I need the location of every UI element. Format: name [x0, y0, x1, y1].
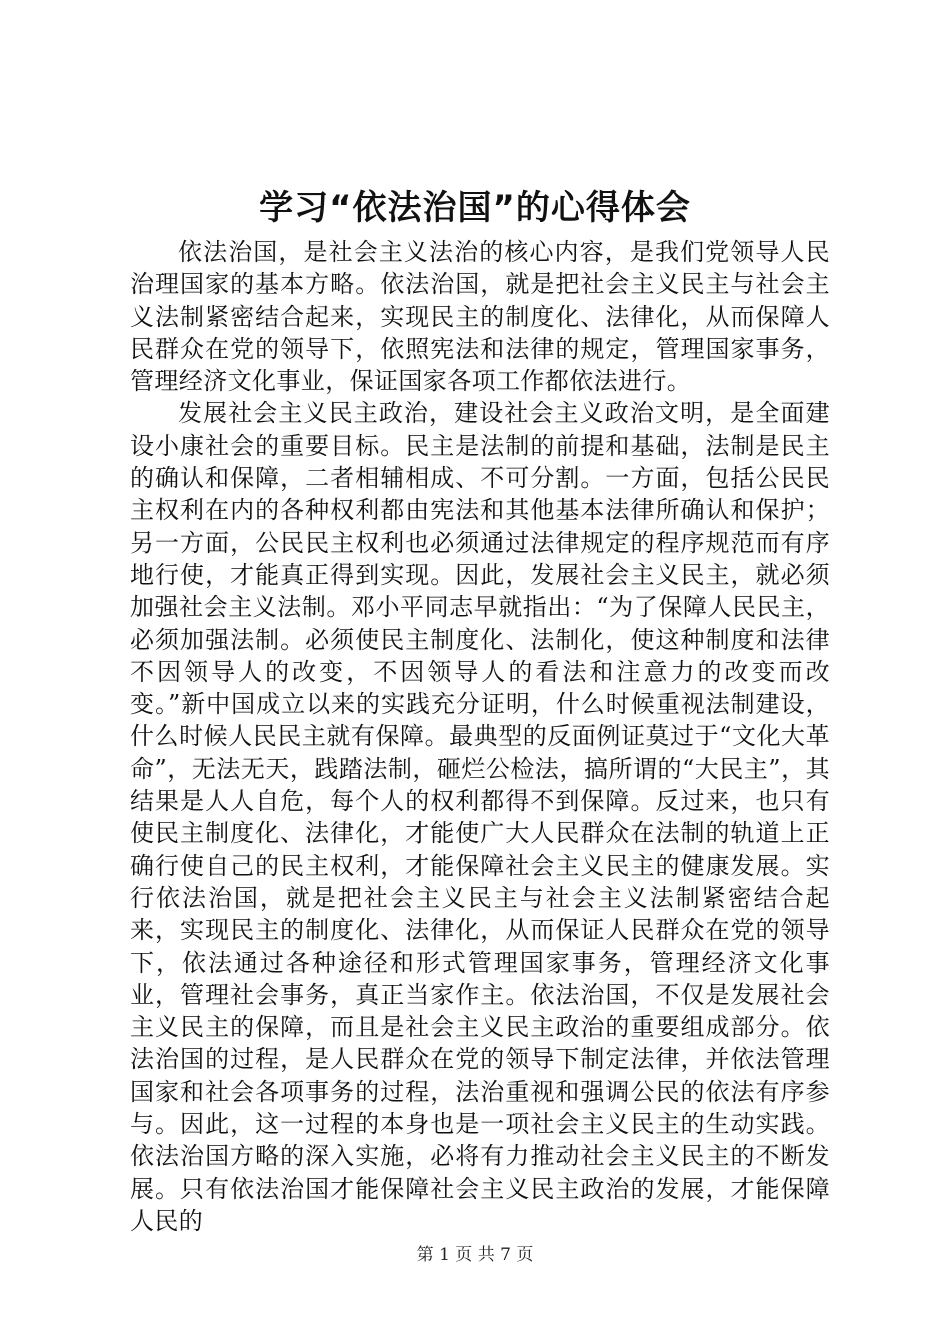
paragraph: 依法治国，是社会主义法治的核心内容，是我们党领导人民治理国家的基本方略。依法治国，就是把社会主义民主与社会主义法制紧密结合起来，实现民主的制度化、法律化，从而保障人民群众在党的领导下，依照宪法和法律的规定，管理国家事务，管理经济文化事业，保证国家各项工作都依法进行。 — [130, 238, 830, 396]
document-title: 学习“依法治国”的心得体会 — [259, 188, 691, 228]
paragraph: 发展社会主义民主政治，建设社会主义政治文明，是全面建设小康社会的重要目标。民主是法制的前提和基础，法制是民主的确认和保障，二者相辅相成、不可分割。一方面，包括公民民主权利在内的各种权利都由宪法和其他基本法律所确认和保护；另一方面，公民民主权利也必须通过法律规定的程序规范而有序地行使，才能真正得到实现。因此，发展社会主义民主，就必须加强社会主义法制。邓小平同志早就指出：“为了保障人民民主，必须加强法制。必须使民主制度化、法制化，使这种制度和法律不因领导人的改变，不因领导人的看法和注意力的改变而改变。”新中国成立以来的实践充分证明，什么时候重视法制建设，什么时候人民民主就有保障。最典型的反面例证莫过于“文化大革命”，无法无天，践踏法制，砸烂公检法，搞所谓的“大民主”，其结果是人人自危，每个人的权利都得不到保障。反过来，也只有使民主制度化、法律化，才能使广大人民群众在法制的轨道上正确行使自己的民主权利，才能保障社会主义民主的健康发展。实行依法治国，就是把社会主义民主与社会主义法制紧密结合起来，实现民主的制度化、法律化，从而保证人民群众在党的领导下，依法通过各种途径和形式管理国家事务，管理经济文化事业，管理社会事务，真正当家作主。依法治国，不仅是发展社会主义民主的保障，而且是社会主义民主政治的重要组成部分。依法治国的过程，是人民群众在党的领导下制定法律，并依法管理国家和社会各项事务的过程，法治重视和强调公民的依法有序参与。因此，这一过程的本身也是一项社会主义民主的生动实践。依法治国方略的深入实施，必将有力推动社会主义民主的不断发展。只有依法治国才能保障社会主义民主政治的发展，才能保障人民的 — [130, 399, 830, 1235]
page-number-footer: 第 1 页 共 7 页 — [416, 1245, 534, 1265]
document-body — [130, 236, 830, 1237]
